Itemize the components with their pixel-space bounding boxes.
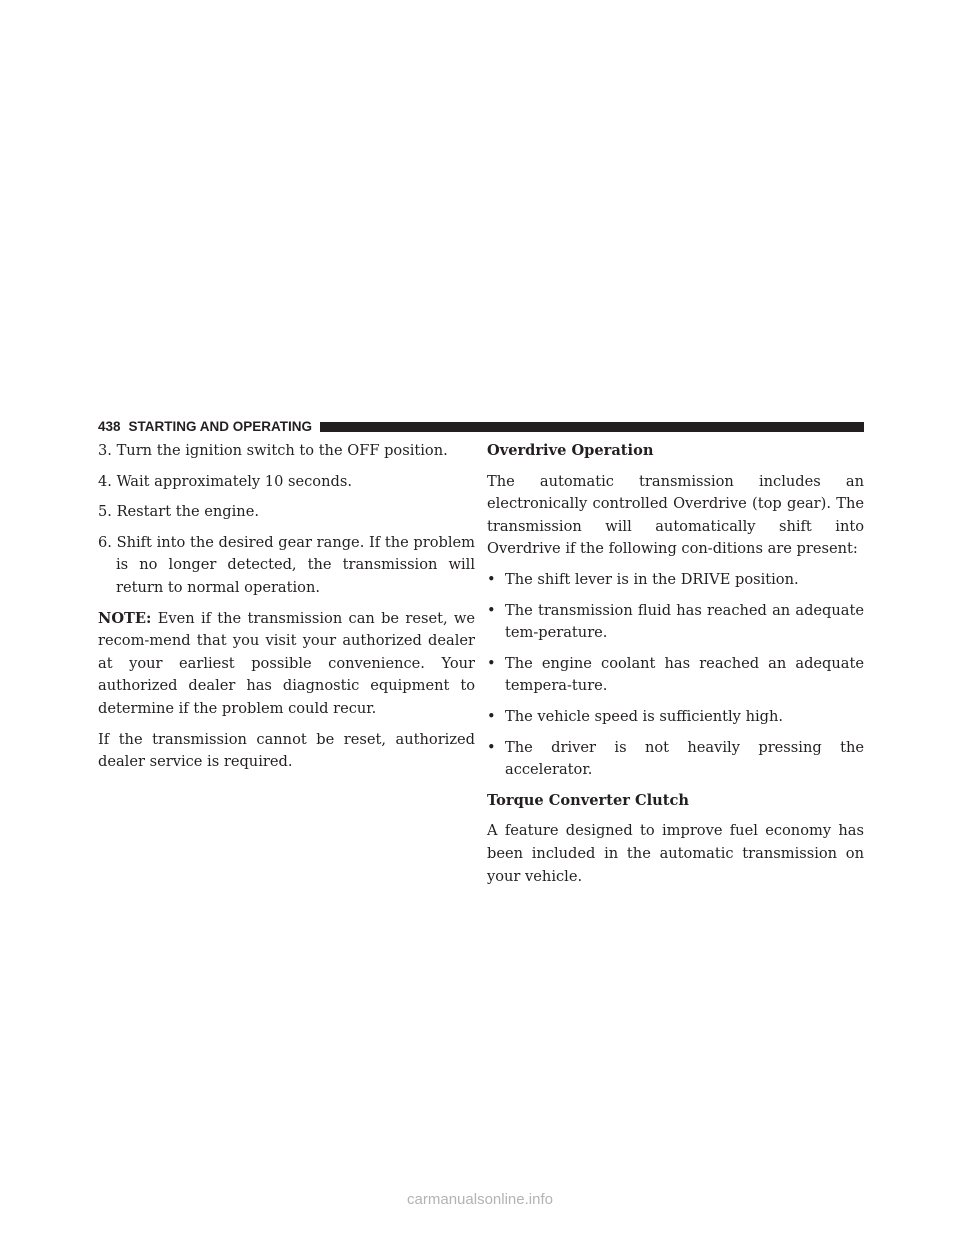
condition-text: The driver is not heavily pressing the accelerator.: [505, 738, 864, 779]
torque-text: A feature designed to improve fuel economy has been included in the automatic transmission on your vehicle.: [487, 822, 864, 885]
page-number: 438: [98, 419, 121, 434]
list-item: [487, 653, 864, 698]
condition-text: The transmission fluid has reached an adequate tem-perature.: [505, 601, 864, 642]
step-3: 3. Turn the ignition switch to the OFF position.: [98, 442, 448, 459]
closing-paragraph: If the transmission cannot be reset, authorized dealer service is required.: [98, 730, 475, 771]
overdrive-intro: The automatic transmission includes an electronically controlled Overdrive (top gear). The transmission will automatically shift into Overdrive if the following con-ditions are present:: [487, 472, 864, 558]
note-label: NOTE:: [98, 609, 152, 627]
left-column: [98, 440, 475, 782]
condition-text: The shift lever is in the DRIVE position.: [505, 570, 799, 588]
bullet-icon: •: [487, 654, 496, 672]
list-item: [487, 569, 864, 592]
bullet-icon: •: [487, 707, 496, 725]
list-item: [487, 706, 864, 729]
right-column: [487, 440, 864, 896]
step-6: 6. Shift into the desired gear range. If the problem is no longer detected, the transmission will return to normal operation.: [98, 533, 475, 596]
note-text: Even if the transmission can be reset, we recom-mend that you visit your authorized dealer at your earliest possible convenience. Your authorized dealer has diagnostic equipment to determine if the problem could recur.: [98, 609, 475, 717]
bullet-icon: •: [487, 738, 496, 756]
condition-text: The vehicle speed is sufficiently high.: [505, 707, 784, 725]
step-5: 5. Restart the engine.: [98, 503, 259, 521]
torque-heading: Torque Converter Clutch: [487, 791, 690, 809]
bullet-icon: •: [487, 570, 496, 588]
list-item: [487, 737, 864, 782]
list-item: [487, 600, 864, 645]
bullet-icon: •: [487, 601, 496, 619]
note-paragraph: [98, 608, 475, 721]
section-title: STARTING AND OPERATING: [128, 419, 313, 434]
step-4: 4. Wait approximately 10 seconds.: [98, 472, 352, 490]
page-header: [98, 419, 864, 435]
condition-text: The engine coolant has reached an adequate tempera-ture.: [505, 654, 864, 695]
header-rule: [320, 422, 864, 432]
conditions-list: [487, 569, 864, 782]
overdrive-heading: Overdrive Operation: [487, 442, 654, 459]
watermark: carmanualsonline.info: [407, 1191, 553, 1208]
